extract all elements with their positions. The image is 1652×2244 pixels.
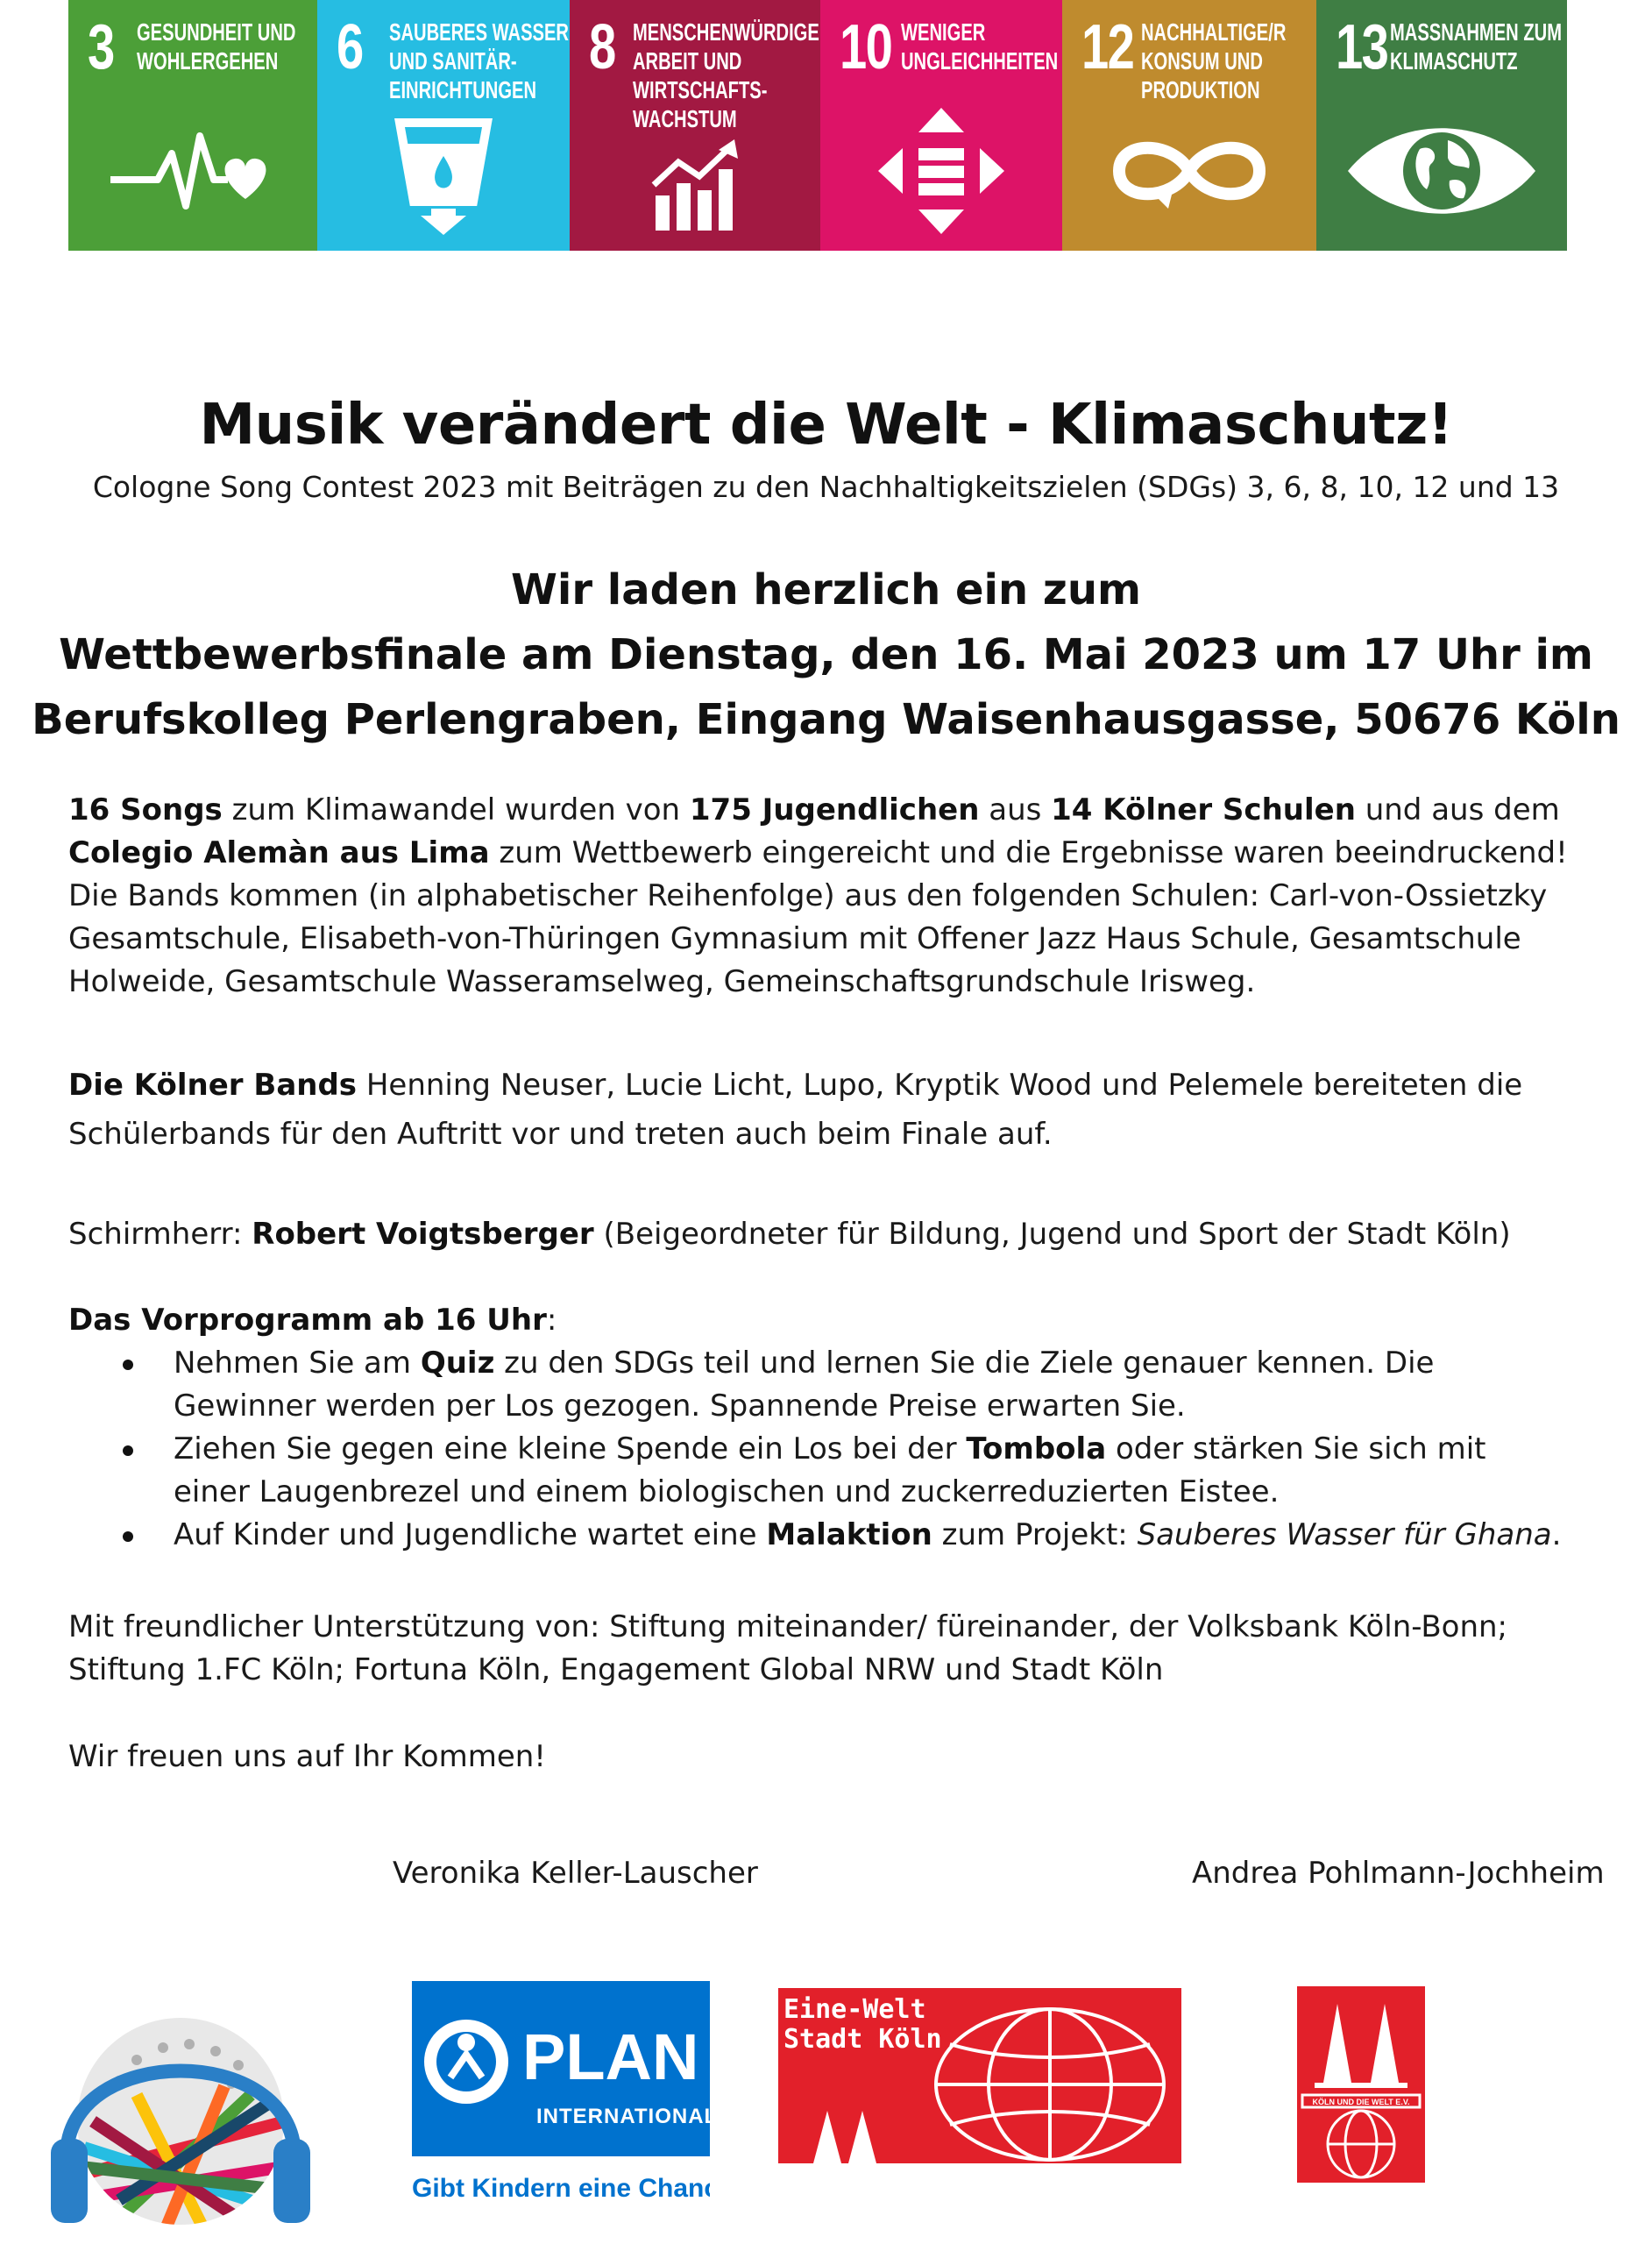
einewelt-line1: Eine-Welt (783, 1994, 926, 2025)
program-heading-line (68, 1299, 1611, 1342)
text: . (1551, 1517, 1562, 1552)
plan-international-logo (412, 1981, 710, 2209)
support-line: Stiftung 1.FC Köln; Fortuna Köln, Engagement Global NRW und Stadt Köln (68, 1652, 1164, 1687)
page-subtitle: Cologne Song Contest 2023 mit Beiträgen zu den Nachhaltigkeitszielen (SDGs) 3, 6, 8, 10, 12 und 13 (92, 470, 1560, 504)
water-glass-icon (317, 96, 570, 245)
bands-lead: Die Kölner Bands (68, 1068, 358, 1103)
text: Auf Kinder und Jugendliche wartet eine (174, 1517, 767, 1552)
project-name: Sauberes Wasser für Ghana (1137, 1517, 1552, 1552)
plan-slogan: Gibt Kindern eine Chance (412, 2174, 710, 2203)
text: und aus dem (1355, 792, 1560, 827)
sdg-title: MASSNAHMEN ZUM KLIMASCHUTZ (1390, 18, 1562, 75)
patron-line (68, 1213, 1611, 1256)
sdg-number: 3 (88, 12, 114, 82)
invitation-line: Wir laden herzlich ein zum (510, 565, 1141, 614)
quiz-label: Quiz (420, 1346, 495, 1381)
support-paragraph (68, 1606, 1611, 1692)
youth-count: 175 Jugendlichen (689, 792, 980, 827)
bands-text: Henning Neuser, Lucie Licht, Lupo, Kryptik Wood und Pelemele bereiteten die Schülerbands für den Auftritt vor und treten auch beim Finale auf. (68, 1068, 1523, 1152)
koeln-welt-text: KÖLN UND DIE WELT E.V. (1312, 2098, 1410, 2106)
equality-arrows-icon (820, 96, 1062, 245)
sdg-title: MENSCHENWÜRDIGE ARBEIT UND WIRTSCHAFTS- WACHSTUM (633, 18, 819, 132)
signature-right: Andrea Pohlmann-Jochheim (1192, 1856, 1605, 1891)
patron-name: Robert Voigtsberger (252, 1217, 594, 1252)
program-section (68, 1299, 1611, 1557)
text: zum Klimawandel wurden von (222, 792, 690, 827)
list-item (68, 1428, 1611, 1514)
invitation-line: Berufskolleg Perlengraben, Eingang Waisenhausgasse, 50676 Köln (32, 695, 1620, 744)
sdg-tile-13 (1316, 0, 1567, 251)
text: zum Projekt: (932, 1517, 1138, 1552)
patron-label: Schirmherr: (68, 1217, 252, 1252)
koeln-und-die-welt-logo (1297, 1986, 1425, 2183)
song-contest-logo (32, 1990, 330, 2235)
songs-count: 16 Songs (68, 792, 223, 827)
sdg-tile-12 (1062, 0, 1316, 251)
sdg-number: 12 (1081, 12, 1134, 82)
sdg-tile-6 (317, 0, 570, 251)
signature-left: Veronika Keller-Lauscher (393, 1856, 758, 1891)
tombola-label: Tombola (966, 1431, 1107, 1466)
infinity-icon (1062, 96, 1316, 245)
growth-chart-icon (570, 131, 820, 237)
text: : (546, 1303, 557, 1338)
earth-eye-icon (1316, 96, 1567, 245)
text: Ziehen Sie gegen eine kleine Spende ein Los bei der (174, 1431, 967, 1466)
patron-role: (Beigeordneter für Bildung, Jugend und Sport der Stadt Köln) (593, 1217, 1511, 1252)
headphones-logo-icon (32, 1990, 330, 2235)
page-title: Musik verändert die Welt - Klimaschutz! (199, 393, 1453, 458)
text: zum Wettbewerb eingereicht und die Ergebnisse waren beeindruckend! Die Bands kommen (in alphabetischer Reihenfolge) aus den folgenden Schulen: Carl-von-Ossietzky Gesamtschule, Elisabeth-von-Thüringen Gymnasium mit Offener Jazz Haus Schule, Gesamtschule Holweide, Gesamtschule Wasseramselweg, Gemeinschaftsgrundschule Irisweg. (68, 835, 1568, 999)
heartbeat-icon (68, 96, 317, 245)
list-item (68, 1342, 1611, 1428)
program-heading: Das Vorprogramm ab 16 Uhr (68, 1303, 547, 1338)
eine-welt-stadt-koeln-logo (778, 1988, 1181, 2163)
schools-count: 14 Kölner Schulen (1051, 792, 1356, 827)
text: oder stärken Sie sich mit einer Laugenbrezel und einem biologischen und zuckerreduzierten Eistee. (174, 1431, 1486, 1509)
sdg-number: 13 (1336, 12, 1388, 82)
sdg-title: NACHHALTIGE/R KONSUM UND PRODUKTION (1141, 18, 1287, 103)
malaktion-label: Malaktion (766, 1517, 932, 1552)
program-list (68, 1342, 1611, 1557)
sdg-title: GESUNDHEIT UND WOHLERGEHEN (137, 18, 296, 75)
colegio-name: Colegio Alemàn aus Lima (68, 835, 490, 870)
sdg-tile-8 (570, 0, 820, 251)
sdg-number: 10 (840, 12, 892, 82)
sdg-number: 8 (589, 12, 615, 82)
closing-line: Wir freuen uns auf Ihr Kommen! (68, 1739, 546, 1774)
sdg-banner (68, 0, 1567, 251)
support-line: Mit freundlicher Unterstützung von: Stiftung miteinander/ füreinander, der Volksbank Köln-Bonn; (68, 1609, 1507, 1644)
intro-paragraph (68, 789, 1611, 1004)
text: zu den SDGs teil und lernen Sie die Ziele genauer kennen. Die Gewinner werden per Los gezogen. Spannende Preise erwarten Sie. (174, 1346, 1435, 1424)
bands-paragraph (68, 1061, 1558, 1159)
list-item (68, 1514, 1611, 1557)
text: Nehmen Sie am (174, 1346, 421, 1381)
plan-sub: INTERNATIONAL (536, 2105, 710, 2128)
plan-name: PLAN (522, 2020, 699, 2093)
sdg-tile-3 (68, 0, 317, 251)
sdg-title: WENIGER UNGLEICHHEITEN (901, 18, 1059, 75)
sdg-tile-10 (820, 0, 1062, 251)
einewelt-line2: Stadt Köln (783, 2024, 942, 2055)
text: aus (979, 792, 1052, 827)
sdg-number: 6 (337, 12, 363, 82)
invitation-block (0, 557, 1652, 752)
invitation-line: Wettbewerbsfinale am Dienstag, den 16. Mai 2023 um 17 Uhr im (59, 630, 1593, 679)
sdg-title: SAUBERES WASSER UND SANITÄR- EINRICHTUNGEN (389, 18, 569, 103)
